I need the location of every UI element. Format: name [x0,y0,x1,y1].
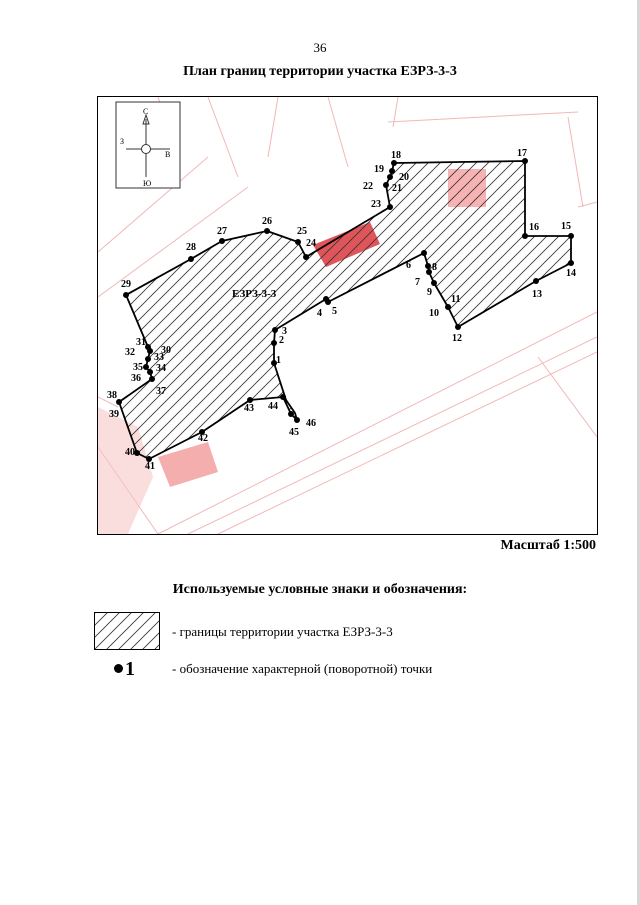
point-label: 21 [392,183,402,194]
compass-east: В [165,150,171,159]
point-label: 15 [561,221,571,232]
boundary-plan-map [97,96,598,535]
point-label: 38 [107,390,117,401]
point-label: 1 [276,355,281,366]
point-label: 28 [186,242,196,253]
point-label: 37 [156,386,166,397]
page-number: 36 [313,40,327,55]
point-label: 20 [399,172,409,183]
point-label: 9 [427,287,432,298]
point-label: 36 [131,373,141,384]
legend-point-text: - обозначение характерной (поворотной) точки [172,661,433,676]
point-label: 45 [289,427,299,438]
compass-north: С [143,107,149,116]
point-label: 46 [306,418,316,429]
legend-hatch-swatch [94,612,160,650]
compass-west: З [120,137,125,146]
area-label: ЕЗРЗ-3-3 [232,288,277,300]
point-label: 13 [532,289,542,300]
point-label: 43 [244,403,254,414]
point-label: 6 [406,260,411,271]
point-label: 29 [121,279,131,290]
point-dot-icon [114,664,123,673]
point-label: 42 [198,433,208,444]
point-label: 27 [217,226,227,237]
map-drawing [98,97,597,534]
point-label: 5 [332,306,337,317]
territory-boundary-polygon [119,161,571,459]
point-label: 22 [363,181,373,192]
legend-hatch-text: - границы территории участка ЕЗРЗ-3-3 [172,624,393,639]
point-label: 44 [268,401,278,412]
point-label: 35 [133,362,143,373]
legend-point-number: 1 [125,658,135,680]
legend-title: Используемые условные знаки и обозначения: [172,582,468,597]
legend-point-symbol [114,658,135,681]
point-label: 40 [125,447,135,458]
point-label: 33 [154,352,164,363]
point-label: 8 [432,262,437,273]
point-label: 39 [109,409,119,420]
point-label: 31 [136,337,146,348]
point-label: 26 [262,216,272,227]
point-label: 32 [125,347,135,358]
point-label: 34 [156,363,166,374]
point-label: 11 [451,294,461,305]
point-label: 12 [452,333,462,344]
point-label: 24 [306,238,316,249]
point-label: 23 [371,199,381,210]
map-scale: Масштаб 1:500 [500,538,596,553]
plan-title: План границ территории участка ЕЗРЗ-3-3 [183,64,457,79]
point-label: 4 [317,308,322,319]
point-label: 2 [279,335,284,346]
point-label: 17 [517,148,527,159]
point-label: 18 [391,150,401,161]
point-label: 7 [415,277,420,288]
point-label: 3 [282,326,287,337]
point-label: 14 [566,268,576,279]
compass-south: Ю [143,179,152,188]
compass [116,102,180,188]
point-label: 25 [297,226,307,237]
point-label: 10 [429,308,439,319]
point-label: 19 [374,164,384,175]
point-label: 41 [145,461,155,472]
point-label: 30 [161,345,171,356]
point-label: 16 [529,222,539,233]
